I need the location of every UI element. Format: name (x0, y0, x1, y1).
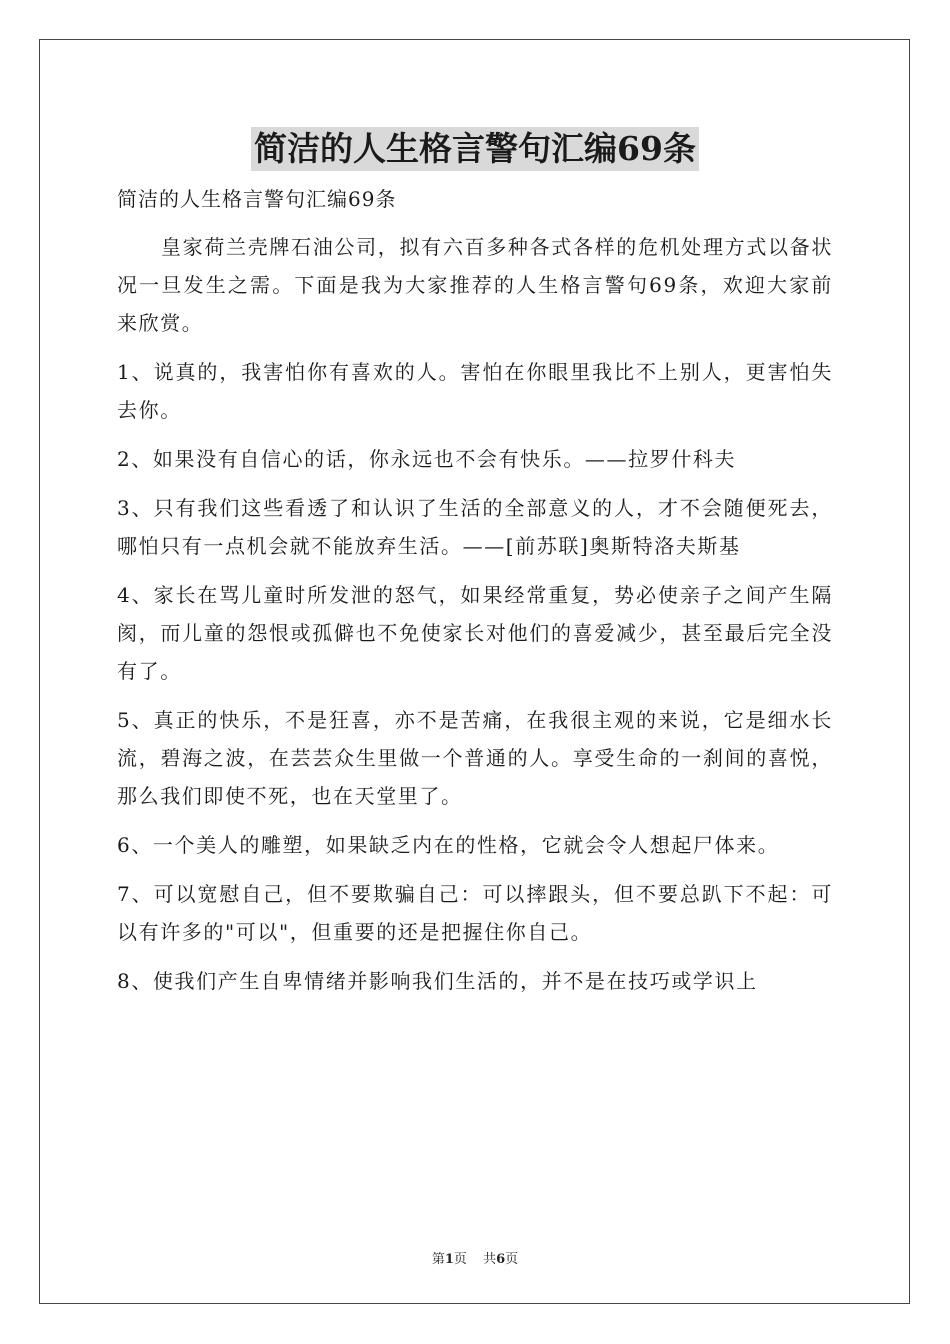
page-footer (0, 1248, 950, 1267)
quote-item-4: 4、家长在骂儿童时所发泄的怒气，如果经常重复，势必使亲子之间产生隔阂，而儿童的怨恨或孤僻也不免使家长对他们的喜爱减少，甚至最后完全没有了。 (117, 583, 833, 683)
quote-item-8: 8、使我们产生自卑情绪并影响我们生活的，并不是在技巧或学识上 (117, 969, 758, 993)
document-subtitle: 简洁的人生格言警句汇编69条 (117, 187, 397, 211)
quote-item-5: 5、真正的快乐，不是狂喜，亦不是苦痛，在我很主观的来说，它是细水长流，碧海之波，在芸芸众生里做一个普通的人。享受生命的一刹间的喜悦，那么我们即使不死，也在天堂里了。 (117, 708, 833, 808)
intro-paragraph: 皇家荷兰壳牌石油公司，拟有六百多种各式各样的危机处理方式以备状况一旦发生之需。下面是我为大家推荐的人生格言警句69条，欢迎大家前来欣赏。 (117, 235, 833, 335)
document-body (117, 180, 833, 1011)
quote-item-6: 6、一个美人的雕塑，如果缺乏内在的性格，它就会令人想起尸体来。 (117, 833, 780, 857)
quote-item-1: 1、说真的，我害怕你有喜欢的人。害怕在你眼里我比不上别人，更害怕失去你。 (117, 360, 833, 422)
document-title (0, 127, 950, 171)
page-number-total: 共6页 (483, 1252, 519, 1267)
quote-item-7: 7、可以宽慰自己，但不要欺骗自己：可以摔跟头，但不要总趴下不起：可以有许多的"可以"，但重要的还是把握住你自己。 (117, 882, 833, 944)
quote-item-3: 3、只有我们这些看透了和认识了生活的全部意义的人，才不会随便死去，哪怕只有一点机会就不能放弃生活。——[前苏联]奥斯特洛夫斯基 (117, 496, 833, 558)
page-number-current: 第1页 (431, 1252, 467, 1267)
document-title-text: 简洁的人生格言警句汇编69条 (251, 127, 699, 171)
quote-item-2: 2、如果没有自信心的话，你永远也不会有快乐。——拉罗什科夫 (117, 447, 737, 471)
